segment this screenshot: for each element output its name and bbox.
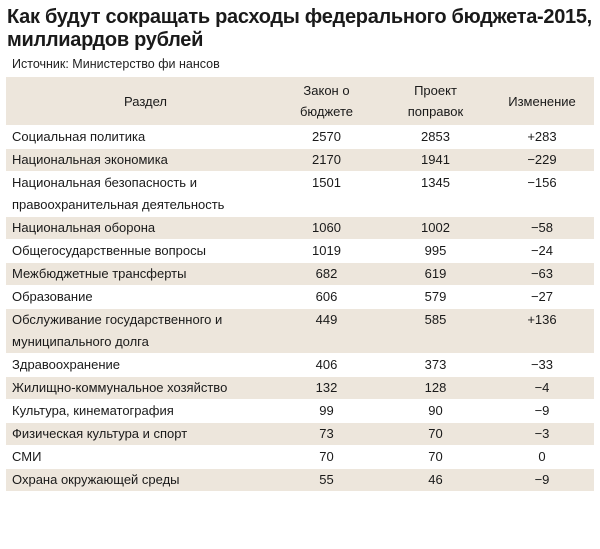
row-draft-value: 90	[428, 403, 443, 418]
table-row	[6, 446, 594, 469]
row-change-value: −3	[490, 423, 594, 446]
row-law-value: 1060	[272, 217, 381, 240]
row-draft-value: 70	[381, 423, 490, 446]
row-law-value: 132	[272, 377, 381, 400]
row-change-value: −4	[490, 377, 594, 400]
row-section-line: Национальная безопасность и	[12, 175, 197, 190]
row-section-line: Обслуживание государственного и	[12, 312, 223, 327]
row-change-value: 0	[538, 449, 546, 464]
header-law-line-2: бюджете	[299, 104, 354, 119]
row-change-value: −9	[534, 403, 550, 418]
chart-title	[6, 6, 594, 52]
row-law-value: 70	[319, 449, 334, 464]
row-section	[6, 354, 272, 377]
row-change-value: −24	[530, 243, 554, 258]
row-section	[6, 377, 272, 400]
title-line-1: Как будут сокращать расходы федерального бюджета-2015,	[7, 6, 592, 28]
row-draft-value: 46	[381, 469, 490, 492]
table-row	[6, 377, 594, 400]
table-row	[6, 286, 594, 309]
row-law-value: 55	[272, 469, 381, 492]
header-change	[490, 77, 594, 126]
table-row	[6, 469, 594, 492]
header-section	[6, 77, 272, 126]
row-change-value: −156	[527, 175, 557, 190]
row-law-value: 606	[315, 289, 338, 304]
header-law	[272, 77, 381, 126]
row-change-value: +283	[527, 129, 557, 144]
row-section-line: Здравоохранение	[12, 357, 121, 372]
row-law-value: 73	[272, 423, 381, 446]
row-section-line: Образование	[12, 289, 93, 304]
row-law-value: 449	[272, 309, 381, 354]
row-draft-value: 373	[424, 357, 447, 372]
row-section	[6, 217, 272, 240]
table-row	[6, 217, 594, 240]
table-row	[6, 126, 594, 149]
row-section-line: Социальная политика	[12, 129, 146, 144]
row-draft-value: 995	[424, 243, 447, 258]
row-section-line: Физическая культура и спорт	[12, 426, 188, 441]
table-row	[6, 400, 594, 423]
row-change-value: −58	[490, 217, 594, 240]
row-law-value: 2570	[312, 129, 341, 144]
row-section-line: СМИ	[12, 449, 42, 464]
row-section	[6, 400, 272, 423]
row-change-value: −9	[490, 469, 594, 492]
row-section-line: Охрана окружающей среды	[12, 472, 180, 487]
row-section-line: Общегосударственные вопросы	[12, 243, 206, 258]
header-draft-line-1: Проект	[414, 83, 457, 98]
table-row	[6, 149, 594, 172]
row-change-value: −27	[530, 289, 554, 304]
row-section	[6, 309, 272, 354]
row-section-line: правоохранительная деятельность	[12, 197, 225, 212]
header-section-line: Раздел	[124, 93, 167, 109]
row-change-value: −63	[490, 263, 594, 286]
row-section-line: Национальная экономика	[12, 152, 168, 167]
row-section-line: Национальная оборона	[12, 220, 156, 235]
row-section	[6, 446, 272, 469]
row-section	[6, 149, 272, 172]
table-row	[6, 172, 594, 217]
table-row	[6, 263, 594, 286]
table-row	[6, 309, 594, 354]
row-change-value: −33	[530, 357, 554, 372]
table-header-row	[6, 77, 594, 126]
row-section-line: Межбюджетные трансферты	[12, 266, 187, 281]
table-row	[6, 423, 594, 446]
header-change-line: Изменение	[508, 93, 576, 109]
header-law-line-1: Закон о	[303, 83, 350, 98]
row-section	[6, 286, 272, 309]
row-change-value: +136	[490, 309, 594, 354]
row-section-line: муниципального долга	[12, 334, 149, 349]
row-draft-value: 579	[424, 289, 447, 304]
row-law-value: 2170	[272, 149, 381, 172]
source-note: Источник: Министерство фи нансов	[12, 57, 220, 71]
row-section	[6, 240, 272, 263]
table-body	[6, 126, 594, 492]
row-section	[6, 172, 272, 217]
row-section	[6, 423, 272, 446]
row-law-value: 1501	[312, 175, 341, 190]
row-draft-value: 2853	[421, 129, 450, 144]
row-law-value: 406	[315, 357, 338, 372]
title-line-2: миллиардов рублей	[7, 29, 204, 51]
budget-table	[6, 77, 594, 491]
row-section	[6, 263, 272, 286]
row-draft-value: 585	[381, 309, 490, 354]
row-section-line: Жилищно-коммунальное хозяйство	[12, 380, 228, 395]
row-draft-value: 1345	[421, 175, 450, 190]
header-draft-line-2: поправок	[407, 104, 464, 119]
row-change-value: −229	[490, 149, 594, 172]
row-section	[6, 469, 272, 492]
table-row	[6, 354, 594, 377]
row-draft-value: 1002	[381, 217, 490, 240]
row-law-value: 99	[319, 403, 334, 418]
row-draft-value: 619	[381, 263, 490, 286]
row-law-value: 682	[272, 263, 381, 286]
row-draft-value: 70	[428, 449, 443, 464]
row-law-value: 1019	[312, 243, 341, 258]
row-draft-value: 1941	[381, 149, 490, 172]
row-section-line: Культура, кинематография	[12, 403, 174, 418]
row-draft-value: 128	[381, 377, 490, 400]
table-row	[6, 240, 594, 263]
header-draft	[381, 77, 490, 126]
row-section	[6, 126, 272, 149]
